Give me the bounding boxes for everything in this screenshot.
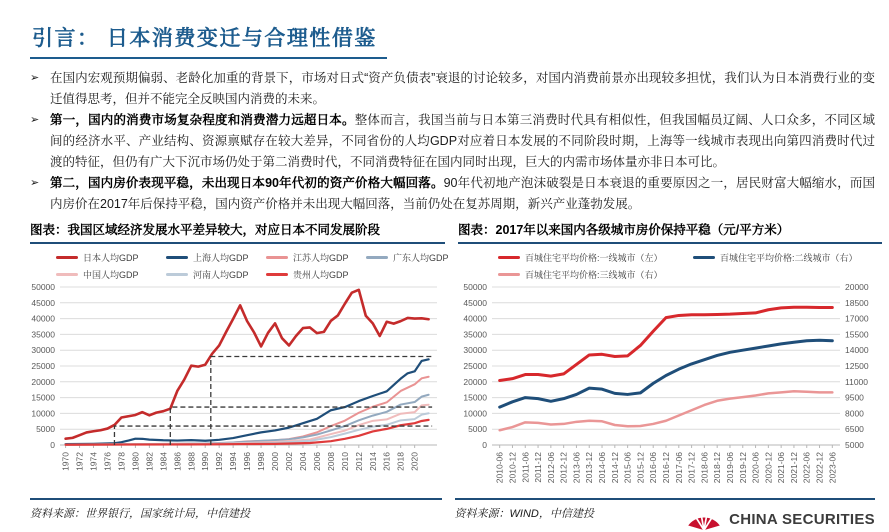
footer: [30, 498, 875, 532]
legend-line-swatch: [498, 256, 520, 259]
legend-label: 贵州人均GDP: [293, 270, 349, 280]
svg-text:2008: 2008: [325, 452, 336, 471]
housing-chart-section: [458, 220, 882, 496]
svg-text:2020-06: 2020-06: [750, 452, 761, 484]
legend-item: [56, 268, 166, 281]
bullet-text: 在国内宏观预期偏弱、老龄化加重的背景下，市场对日式“资产负债表”衰退的讨论较多，对国内消费前景亦出现较多担忧，我们认为日本消费行业的变迁值得思考，但并不能完全反映国内消费的未来。: [50, 71, 875, 106]
source-left-text: 资料来源：世界银行，国家统计局，中信建投: [30, 508, 250, 520]
source-left: [30, 498, 442, 532]
svg-text:1980: 1980: [130, 452, 141, 471]
bullet-bold-text: 第二，国内房价表现平稳，未出现日本90年代初的资产价格大幅回落。: [50, 176, 444, 190]
svg-text:2012: 2012: [353, 452, 364, 471]
svg-text:20000: 20000: [463, 376, 487, 387]
bullet-text: 90年代初地产泡沫破裂是日本衰退的重要原因之一，居民财富大幅缩水，而国内房价在2017年后保持平稳，国内资产价格并未出现大幅回落，当前仍处在复苏周期，新兴产业蓬勃发展。: [50, 176, 876, 211]
svg-text:45000: 45000: [463, 297, 487, 308]
svg-text:2014-06: 2014-06: [597, 452, 608, 484]
svg-text:12500: 12500: [845, 361, 869, 371]
legend-line-swatch: [266, 273, 288, 276]
shell-icon: [685, 506, 723, 532]
housing-chart-legend: [458, 244, 882, 281]
bullet-item: [30, 110, 875, 173]
legend-line-swatch: [693, 256, 715, 259]
svg-text:10000: 10000: [31, 408, 55, 419]
svg-text:2020-12: 2020-12: [763, 452, 774, 484]
svg-text:35000: 35000: [31, 329, 55, 340]
svg-text:2017-06: 2017-06: [673, 452, 684, 484]
svg-text:2012-12: 2012-12: [558, 452, 569, 484]
svg-text:25000: 25000: [463, 361, 487, 371]
svg-text:1974: 1974: [88, 452, 99, 471]
legend-item: [266, 251, 366, 264]
brand-name: CHINA SECURITIES: [729, 510, 875, 528]
svg-text:2000: 2000: [270, 452, 281, 471]
svg-text:40000: 40000: [31, 313, 55, 324]
svg-text:1988: 1988: [186, 452, 197, 471]
svg-text:1996: 1996: [242, 452, 253, 471]
housing-line-chart: [458, 281, 882, 491]
svg-text:2010-06: 2010-06: [494, 452, 505, 484]
svg-text:45000: 45000: [31, 297, 55, 308]
svg-text:30000: 30000: [463, 345, 487, 356]
svg-text:2011-06: 2011-06: [520, 452, 531, 483]
page-title: 引言： 日本消费变迁与合理性借鉴: [30, 22, 387, 59]
brand-logo: [685, 506, 875, 532]
svg-text:2012-06: 2012-06: [545, 452, 556, 484]
svg-text:40000: 40000: [463, 313, 487, 324]
legend-item: [366, 251, 466, 264]
legend-item: [56, 251, 166, 264]
legend-label: 百城住宅平均价格:二线城市（右）: [720, 253, 858, 263]
legend-line-swatch: [266, 256, 288, 259]
svg-text:30000: 30000: [31, 345, 55, 356]
svg-text:2010: 2010: [339, 452, 350, 471]
legend-label: 上海人均GDP: [193, 253, 249, 263]
svg-text:2014: 2014: [367, 452, 378, 471]
bullet-arrow-icon: ➢: [30, 72, 40, 84]
svg-text:2019-06: 2019-06: [724, 452, 735, 484]
legend-label: 百城住宅平均价格:三线城市（右）: [525, 270, 663, 280]
svg-text:2021-06: 2021-06: [776, 452, 787, 484]
svg-text:14000: 14000: [845, 345, 869, 356]
svg-text:1976: 1976: [102, 452, 113, 471]
svg-text:0: 0: [50, 440, 55, 450]
svg-text:2013-12: 2013-12: [584, 452, 595, 484]
svg-text:50000: 50000: [31, 282, 55, 292]
svg-text:2015-12: 2015-12: [635, 452, 646, 484]
svg-text:0: 0: [482, 440, 487, 450]
svg-text:2020: 2020: [409, 452, 420, 471]
svg-text:1972: 1972: [74, 452, 85, 471]
legend-item: [498, 251, 693, 264]
gdp-chart-legend: [30, 244, 449, 281]
legend-item: [166, 268, 266, 281]
svg-text:10000: 10000: [463, 408, 487, 419]
svg-text:15000: 15000: [463, 392, 487, 403]
svg-text:1992: 1992: [214, 452, 225, 471]
svg-text:2021-12: 2021-12: [788, 452, 799, 484]
legend-item: [166, 251, 266, 264]
svg-text:1986: 1986: [172, 452, 183, 471]
source-right: [455, 498, 875, 532]
legend-line-swatch: [56, 256, 78, 259]
legend-item: [266, 268, 366, 281]
svg-text:18500: 18500: [845, 297, 869, 308]
legend-line-swatch: [56, 273, 78, 276]
svg-text:20000: 20000: [31, 376, 55, 387]
svg-text:15500: 15500: [845, 329, 869, 340]
charts-row: [30, 220, 875, 496]
legend-item: [498, 268, 693, 281]
svg-text:50000: 50000: [463, 282, 487, 292]
svg-text:35000: 35000: [463, 329, 487, 340]
svg-text:2002: 2002: [283, 452, 294, 471]
svg-text:2019-12: 2019-12: [737, 452, 748, 484]
svg-text:1982: 1982: [144, 452, 155, 471]
svg-text:2013-06: 2013-06: [571, 452, 582, 484]
svg-text:1994: 1994: [228, 452, 239, 471]
bullet-bold-text: 第一，国内的消费市场复杂程度和消费潜力远超日本。: [50, 113, 355, 127]
svg-text:2011-12: 2011-12: [533, 452, 544, 483]
legend-line-swatch: [498, 273, 520, 276]
svg-text:2023-06: 2023-06: [827, 452, 838, 484]
legend-line-swatch: [366, 256, 388, 259]
svg-text:2010-12: 2010-12: [507, 452, 518, 484]
bullet-item: [30, 173, 875, 215]
svg-text:1970: 1970: [60, 452, 71, 471]
bullet-arrow-icon: ➢: [30, 177, 40, 189]
svg-text:17000: 17000: [845, 313, 869, 324]
svg-text:2018-06: 2018-06: [699, 452, 710, 484]
legend-label: 百城住宅平均价格:一线城市（左）: [525, 253, 663, 263]
svg-text:9500: 9500: [845, 392, 864, 403]
legend-item: [693, 251, 888, 264]
svg-text:1998: 1998: [256, 452, 267, 471]
svg-text:1990: 1990: [200, 452, 211, 471]
legend-label: 江苏人均GDP: [293, 253, 349, 263]
svg-text:1978: 1978: [116, 452, 127, 471]
bullet-text: 整体而言，我国当前与日本第三消费时代具有相似性，但我国幅员辽阔、人口众多，不同区域间的经济水平、产业结构、资源禀赋存在较大差异，不同省份的人均GDP对应着日本发展的不同阶段时期，上海等一线城市表现出向第四消费时代过渡的特征，但仍有广大下沉市场仍处于第二消费时代，不同消费特征在国内同时出现，巨大的内需市场体量亦非日本可比。: [50, 113, 875, 169]
bullet-paragraph: [50, 173, 875, 215]
bullet-item: [30, 68, 875, 110]
legend-label: 中国人均GDP: [83, 270, 139, 280]
legend-label: 广东人均GDP: [393, 253, 449, 263]
svg-text:15000: 15000: [31, 392, 55, 403]
gdp-chart-section: [30, 220, 449, 496]
svg-text:11000: 11000: [845, 376, 869, 387]
svg-text:5000: 5000: [845, 440, 864, 450]
bullet-list: [30, 68, 875, 215]
svg-text:20000: 20000: [845, 282, 869, 292]
svg-text:2004: 2004: [297, 452, 308, 471]
bullet-paragraph: [50, 110, 875, 173]
svg-text:8000: 8000: [845, 408, 864, 419]
svg-text:2018-12: 2018-12: [712, 452, 723, 484]
svg-text:5000: 5000: [36, 424, 55, 435]
svg-text:2016-12: 2016-12: [661, 452, 671, 484]
svg-text:2022-06: 2022-06: [801, 452, 812, 484]
gdp-chart-title: 图表：我国区域经济发展水平差异较大，对应日本不同发展阶段: [30, 220, 445, 244]
bullet-arrow-icon: ➢: [30, 114, 40, 126]
housing-chart-title: 图表：2017年以来国内各级城市房价保持平稳（元/平方米）: [458, 220, 882, 244]
bullet-paragraph: [50, 68, 875, 110]
svg-text:2006: 2006: [311, 452, 322, 471]
svg-text:2022-12: 2022-12: [814, 452, 825, 484]
legend-line-swatch: [166, 273, 188, 276]
svg-text:2014-12: 2014-12: [609, 452, 620, 484]
svg-text:2016: 2016: [381, 452, 392, 471]
legend-label: 日本人均GDP: [83, 253, 139, 263]
svg-text:2016-06: 2016-06: [648, 452, 659, 484]
source-right-text: 资料来源：WIND，中信建投: [454, 508, 594, 520]
svg-text:6500: 6500: [845, 424, 864, 435]
svg-text:5000: 5000: [468, 424, 487, 435]
svg-text:2017-12: 2017-12: [686, 452, 697, 484]
gdp-line-chart: [30, 281, 445, 491]
svg-text:25000: 25000: [31, 361, 55, 371]
svg-text:2015-06: 2015-06: [622, 452, 633, 484]
svg-text:2018: 2018: [395, 452, 406, 471]
legend-line-swatch: [166, 256, 188, 259]
legend-label: 河南人均GDP: [193, 270, 249, 280]
svg-text:1984: 1984: [158, 452, 169, 471]
